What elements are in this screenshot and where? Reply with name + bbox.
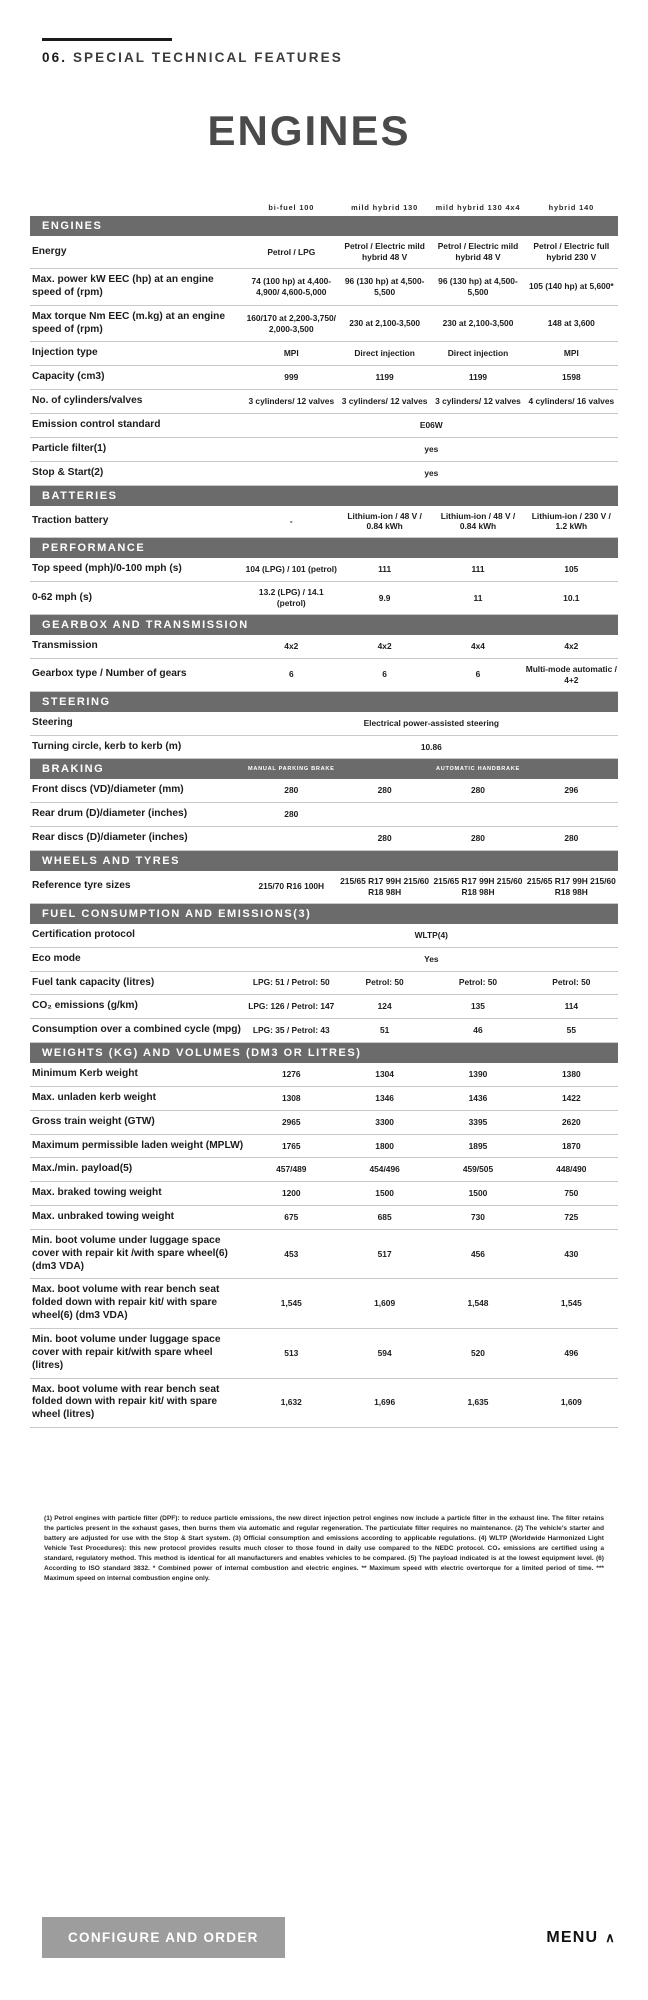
- row-value: 1304: [338, 1063, 431, 1086]
- row-label: Transmission: [30, 635, 245, 658]
- row-value: 1380: [525, 1063, 618, 1086]
- table-row: [30, 1110, 618, 1134]
- section-header-row: [30, 615, 618, 636]
- row-label: Turning circle, kerb to kerb (m): [30, 735, 245, 759]
- row-value: 3395: [431, 1110, 524, 1134]
- row-label: Max. unbraked towing weight: [30, 1206, 245, 1230]
- row-value: 105: [525, 558, 618, 581]
- row-value: 296: [525, 779, 618, 802]
- row-value: 1390: [431, 1063, 524, 1086]
- row-value: 1800: [338, 1134, 431, 1158]
- section-breadcrumb: [42, 50, 648, 65]
- row-value: 13.2 (LPG) / 14.1 (petrol): [245, 582, 338, 615]
- row-value: 96 (130 hp) at 4,500-5,500: [338, 269, 431, 306]
- section-header-row: [30, 759, 618, 780]
- row-value: 215/65 R17 99H 215/60 R18 98H: [431, 871, 524, 903]
- row-value: 10.1: [525, 582, 618, 615]
- row-value: Petrol: 50: [338, 971, 431, 995]
- row-value: LPG: 51 / Petrol: 50: [245, 971, 338, 995]
- row-label: Front discs (VD)/diameter (mm): [30, 779, 245, 802]
- row-value: 6: [245, 658, 338, 691]
- page-header: [0, 0, 648, 65]
- section-header-row: [30, 216, 618, 236]
- section-title: WHEELS AND TYRES: [30, 850, 618, 871]
- footnotes: (1) Petrol engines with particle filter (DPF): to reduce particle emissions, the new direct injection petrol engines now include a particle filter in the exhaust line. The filter retains the particles present in the exhaust gases, then burns them via automatic and regular regeneration. The particulate filter requires no maintenance. (2) The vehicle's starter and battery are adjusted for use with the Stop & Start system. (3) Official consumption and emissions according to applicable regulations. (4) WLTP (Worldwide Harmonized Light Vehicle Test Procedures): this new protocol provides results much closer to those found in daily use compared to the NEDC protocol. CO₂ emissions are certified using a standard, regulatory method. This method is identical for all manufacturers and enables vehicles to be compared. (5) The payload indicated is at the lowest equipment level. (6) According to ISO standard 3832. * Combined power of internal combustion and electric engines. ** Maximum speed with electric overtorque for a limited period of time. *** Maximum speed on internal combustion engine only.: [44, 1515, 604, 1583]
- row-value: 456: [431, 1229, 524, 1279]
- row-value: 280: [338, 827, 431, 851]
- menu-label: MENU: [546, 1928, 599, 1946]
- row-value: 1,696: [338, 1378, 431, 1428]
- row-value: 3 cylinders/ 12 valves: [338, 390, 431, 414]
- row-value: 4x2: [338, 635, 431, 658]
- row-value: 1870: [525, 1134, 618, 1158]
- row-value: 730: [431, 1206, 524, 1230]
- column-header-0: bi-fuel 100: [268, 203, 315, 212]
- braking-subheader-manual: MANUAL PARKING BRAKE: [248, 766, 335, 773]
- row-value: 230 at 2,100-3,500: [338, 305, 431, 342]
- row-label: Min. boot volume under luggage space cover with repair kit/with spare wheel (litres): [30, 1329, 245, 1379]
- row-label: Reference tyre sizes: [30, 871, 245, 903]
- table-row: [30, 779, 618, 802]
- row-value: MPI: [245, 342, 338, 366]
- row-value: Petrol / Electric mild hybrid 48 V: [338, 236, 431, 268]
- row-label: Max torque Nm EEC (m.kg) at an engine speed of (rpm): [30, 305, 245, 342]
- row-value: 280: [338, 779, 431, 802]
- section-header-row: [30, 538, 618, 559]
- page-title: ENGINES: [207, 107, 411, 154]
- row-value: 1500: [338, 1182, 431, 1206]
- row-label: Eco mode: [30, 947, 245, 971]
- row-value: Petrol: 50: [431, 971, 524, 995]
- row-value: 6: [431, 658, 524, 691]
- row-value: 135: [431, 995, 524, 1019]
- table-row: [30, 635, 618, 658]
- row-value: [245, 827, 338, 851]
- section-title: BRAKING: [42, 763, 105, 776]
- row-label: Min. boot volume under luggage space cover with repair kit /with spare wheel(6) (dm3 VDA): [30, 1229, 245, 1279]
- row-label: CO₂ emissions (g/km): [30, 995, 245, 1019]
- row-label: Minimum Kerb weight: [30, 1063, 245, 1086]
- row-value: LPG: 35 / Petrol: 43: [245, 1019, 338, 1043]
- spec-table: [30, 203, 618, 1428]
- table-row: [30, 342, 618, 366]
- table-row: [30, 827, 618, 851]
- table-row: [30, 390, 618, 414]
- row-value: 111: [431, 558, 524, 581]
- row-value: 114: [525, 995, 618, 1019]
- row-value: 1,632: [245, 1378, 338, 1428]
- row-value: Petrol: 50: [525, 971, 618, 995]
- table-row: [30, 735, 618, 759]
- column-header-1: mild hybrid 130: [351, 203, 419, 212]
- table-body: [30, 216, 618, 1427]
- column-header-row: [30, 203, 618, 216]
- table-head: [30, 203, 618, 216]
- row-value: [525, 803, 618, 827]
- table-row: [30, 1279, 618, 1329]
- row-value: 3 cylinders/ 12 valves: [431, 390, 524, 414]
- table-row: [30, 995, 618, 1019]
- row-value: 1,609: [338, 1279, 431, 1329]
- row-value: 459/505: [431, 1158, 524, 1182]
- row-label: Maximum permissible laden weight (MPLW): [30, 1134, 245, 1158]
- table-row: [30, 971, 618, 995]
- row-value: 1200: [245, 1182, 338, 1206]
- table-row: [30, 305, 618, 342]
- row-value: 215/65 R17 99H 215/60 R18 98H: [525, 871, 618, 903]
- row-value: 280: [245, 803, 338, 827]
- row-value: 750: [525, 1182, 618, 1206]
- row-value: 96 (130 hp) at 4,500-5,500: [431, 269, 524, 306]
- row-value: 215/65 R17 99H 215/60 R18 98H: [338, 871, 431, 903]
- row-value: LPG: 126 / Petrol: 147: [245, 995, 338, 1019]
- section-title: FUEL CONSUMPTION AND EMISSIONS(3): [30, 903, 618, 924]
- row-value: Lithium-ion / 230 V / 1.2 kWh: [525, 506, 618, 538]
- row-label: Max. boot volume with rear bench seat folded down with repair kit/ with spare wheel(6) (dm3 VDA): [30, 1279, 245, 1329]
- table-row: [30, 366, 618, 390]
- row-label: Steering: [30, 712, 245, 735]
- row-label: 0-62 mph (s): [30, 582, 245, 615]
- section-title: SPECIAL TECHNICAL FEATURES: [72, 50, 343, 65]
- row-value: 9.9: [338, 582, 431, 615]
- row-value: 999: [245, 366, 338, 390]
- row-value: 74 (100 hp) at 4,400-4,900/ 4,600-5,000: [245, 269, 338, 306]
- column-header-2: mild hybrid 130 4x4: [435, 203, 521, 212]
- row-value: 11: [431, 582, 524, 615]
- row-value-spanning: 10.86: [245, 735, 618, 759]
- row-value-spanning: Yes: [245, 947, 618, 971]
- row-value: 1500: [431, 1182, 524, 1206]
- section-header-split: [30, 759, 618, 780]
- row-value: 1276: [245, 1063, 338, 1086]
- row-label: Stop & Start(2): [30, 461, 245, 485]
- table-row: [30, 461, 618, 485]
- row-value: 124: [338, 995, 431, 1019]
- row-value: 1598: [525, 366, 618, 390]
- row-label: Consumption over a combined cycle (mpg): [30, 1019, 245, 1043]
- row-label: Max. boot volume with rear bench seat folded down with repair kit/ with spare wheel (litres): [30, 1378, 245, 1428]
- row-label: No. of cylinders/valves: [30, 390, 245, 414]
- row-value: 725: [525, 1206, 618, 1230]
- row-label: Emission control standard: [30, 414, 245, 438]
- row-value: [431, 803, 524, 827]
- table-row: [30, 947, 618, 971]
- row-value: Petrol / Electric full hybrid 230 V: [525, 236, 618, 268]
- table-row: [30, 1378, 618, 1428]
- section-header-row: [30, 850, 618, 871]
- row-label: Rear discs (D)/diameter (inches): [30, 827, 245, 851]
- row-label: Fuel tank capacity (litres): [30, 971, 245, 995]
- row-label: Max. unladen kerb weight: [30, 1086, 245, 1110]
- row-value: 496: [525, 1329, 618, 1379]
- section-title: BATTERIES: [30, 485, 618, 506]
- table-row: [30, 1086, 618, 1110]
- row-value: 2965: [245, 1110, 338, 1134]
- row-value: -: [245, 506, 338, 538]
- row-value: 454/496: [338, 1158, 431, 1182]
- row-value: 517: [338, 1229, 431, 1279]
- table-row: [30, 1063, 618, 1086]
- row-value-spanning: E06W: [245, 414, 618, 438]
- row-value: 430: [525, 1229, 618, 1279]
- row-label: Rear drum (D)/diameter (inches): [30, 803, 245, 827]
- row-value: Direct injection: [338, 342, 431, 366]
- row-value: 55: [525, 1019, 618, 1043]
- row-value: 280: [245, 779, 338, 802]
- row-value: 594: [338, 1329, 431, 1379]
- section-title: ENGINES: [30, 216, 618, 236]
- table-row: [30, 658, 618, 691]
- row-label: Max./min. payload(5): [30, 1158, 245, 1182]
- row-value: MPI: [525, 342, 618, 366]
- row-value: 230 at 2,100-3,500: [431, 305, 524, 342]
- chevron-up-icon: ∧: [605, 1929, 616, 1945]
- row-value: 4x4: [431, 635, 524, 658]
- row-value: 1346: [338, 1086, 431, 1110]
- menu-button[interactable]: [546, 1929, 616, 1947]
- row-label: Gearbox type / Number of gears: [30, 658, 245, 691]
- row-value-spanning: yes: [245, 461, 618, 485]
- row-value: 2620: [525, 1110, 618, 1134]
- row-value: 1,545: [525, 1279, 618, 1329]
- row-value: [338, 803, 431, 827]
- table-row: [30, 414, 618, 438]
- row-value: 453: [245, 1229, 338, 1279]
- row-label: Traction battery: [30, 506, 245, 538]
- table-row: [30, 924, 618, 947]
- row-label: Capacity (cm3): [30, 366, 245, 390]
- section-header-row: [30, 903, 618, 924]
- row-value: 1,609: [525, 1378, 618, 1428]
- row-value: 1199: [431, 366, 524, 390]
- row-label: Max. power kW EEC (hp) at an engine speed of (rpm): [30, 269, 245, 306]
- row-value: 520: [431, 1329, 524, 1379]
- row-value: 685: [338, 1206, 431, 1230]
- row-value: 51: [338, 1019, 431, 1043]
- row-value: 105 (140 hp) at 5,600*: [525, 269, 618, 306]
- row-value: 675: [245, 1206, 338, 1230]
- spec-table-container: [0, 155, 648, 1428]
- row-value: 215/70 R16 100H: [245, 871, 338, 903]
- row-value: 1,545: [245, 1279, 338, 1329]
- table-row: [30, 437, 618, 461]
- row-label: Injection type: [30, 342, 245, 366]
- section-header-row: [30, 485, 618, 506]
- row-value: 280: [431, 779, 524, 802]
- row-value: 3 cylinders/ 12 valves: [245, 390, 338, 414]
- row-value: 4x2: [245, 635, 338, 658]
- row-value: 1308: [245, 1086, 338, 1110]
- table-row: [30, 236, 618, 268]
- row-value: 4x2: [525, 635, 618, 658]
- braking-subheader-automatic: AUTOMATIC HANDBRAKE: [435, 766, 520, 773]
- row-value: Lithium-ion / 48 V / 0.84 kWh: [431, 506, 524, 538]
- bottom-bar: [0, 1917, 648, 1958]
- row-value: Petrol / LPG: [245, 236, 338, 268]
- row-value-spanning: WLTP(4): [245, 924, 618, 947]
- column-header-blank: [30, 203, 245, 216]
- table-row: [30, 558, 618, 581]
- row-value: 448/490: [525, 1158, 618, 1182]
- row-value: 148 at 3,600: [525, 305, 618, 342]
- row-value: Petrol / Electric mild hybrid 48 V: [431, 236, 524, 268]
- section-header-row: [30, 691, 618, 712]
- table-row: [30, 1206, 618, 1230]
- table-row: [30, 1019, 618, 1043]
- row-value: Multi-mode automatic / 4+2: [525, 658, 618, 691]
- row-value: Lithium-ion / 48 V / 0.84 kWh: [338, 506, 431, 538]
- table-row: [30, 1182, 618, 1206]
- section-title: STEERING: [30, 691, 618, 712]
- row-value: 46: [431, 1019, 524, 1043]
- row-value: 1765: [245, 1134, 338, 1158]
- row-label: Top speed (mph)/0-100 mph (s): [30, 558, 245, 581]
- row-value: 104 (LPG) / 101 (petrol): [245, 558, 338, 581]
- row-label: Particle filter(1): [30, 437, 245, 461]
- row-value: 513: [245, 1329, 338, 1379]
- row-value: 4 cylinders/ 16 valves: [525, 390, 618, 414]
- row-value: 1895: [431, 1134, 524, 1158]
- row-value: 1199: [338, 366, 431, 390]
- row-value: 1436: [431, 1086, 524, 1110]
- section-title: GEARBOX AND TRANSMISSION: [30, 615, 618, 636]
- column-header-3: hybrid 140: [548, 203, 595, 212]
- section-title: WEIGHTS (KG) AND VOLUMES (DM3 OR LITRES): [30, 1043, 618, 1064]
- table-row: [30, 712, 618, 735]
- table-row: [30, 1229, 618, 1279]
- table-row: [30, 871, 618, 903]
- table-row: [30, 1158, 618, 1182]
- row-value: 1422: [525, 1086, 618, 1110]
- row-value: 6: [338, 658, 431, 691]
- configure-and-order-button[interactable]: CONFIGURE AND ORDER: [42, 1917, 285, 1958]
- table-row: [30, 269, 618, 306]
- row-value-spanning: Electrical power-assisted steering: [245, 712, 618, 735]
- row-value: Direct injection: [431, 342, 524, 366]
- row-value-spanning: yes: [245, 437, 618, 461]
- table-row: [30, 1134, 618, 1158]
- row-value: 280: [431, 827, 524, 851]
- section-title: PERFORMANCE: [30, 538, 618, 559]
- row-value: 457/489: [245, 1158, 338, 1182]
- header-rule: [42, 38, 172, 41]
- row-label: Energy: [30, 236, 245, 268]
- row-value: 160/170 at 2,200-3,750/ 2,000-3,500: [245, 305, 338, 342]
- table-row: [30, 1329, 618, 1379]
- row-label: Max. braked towing weight: [30, 1182, 245, 1206]
- section-header-row: [30, 1043, 618, 1064]
- row-label: Certification protocol: [30, 924, 245, 947]
- table-row: [30, 582, 618, 615]
- table-row: [30, 506, 618, 538]
- row-value: 3300: [338, 1110, 431, 1134]
- table-row: [30, 803, 618, 827]
- row-value: 1,548: [431, 1279, 524, 1329]
- section-number: 06.: [42, 50, 68, 65]
- row-label: Gross train weight (GTW): [30, 1110, 245, 1134]
- row-value: 1,635: [431, 1378, 524, 1428]
- row-value: 280: [525, 827, 618, 851]
- row-value: 111: [338, 558, 431, 581]
